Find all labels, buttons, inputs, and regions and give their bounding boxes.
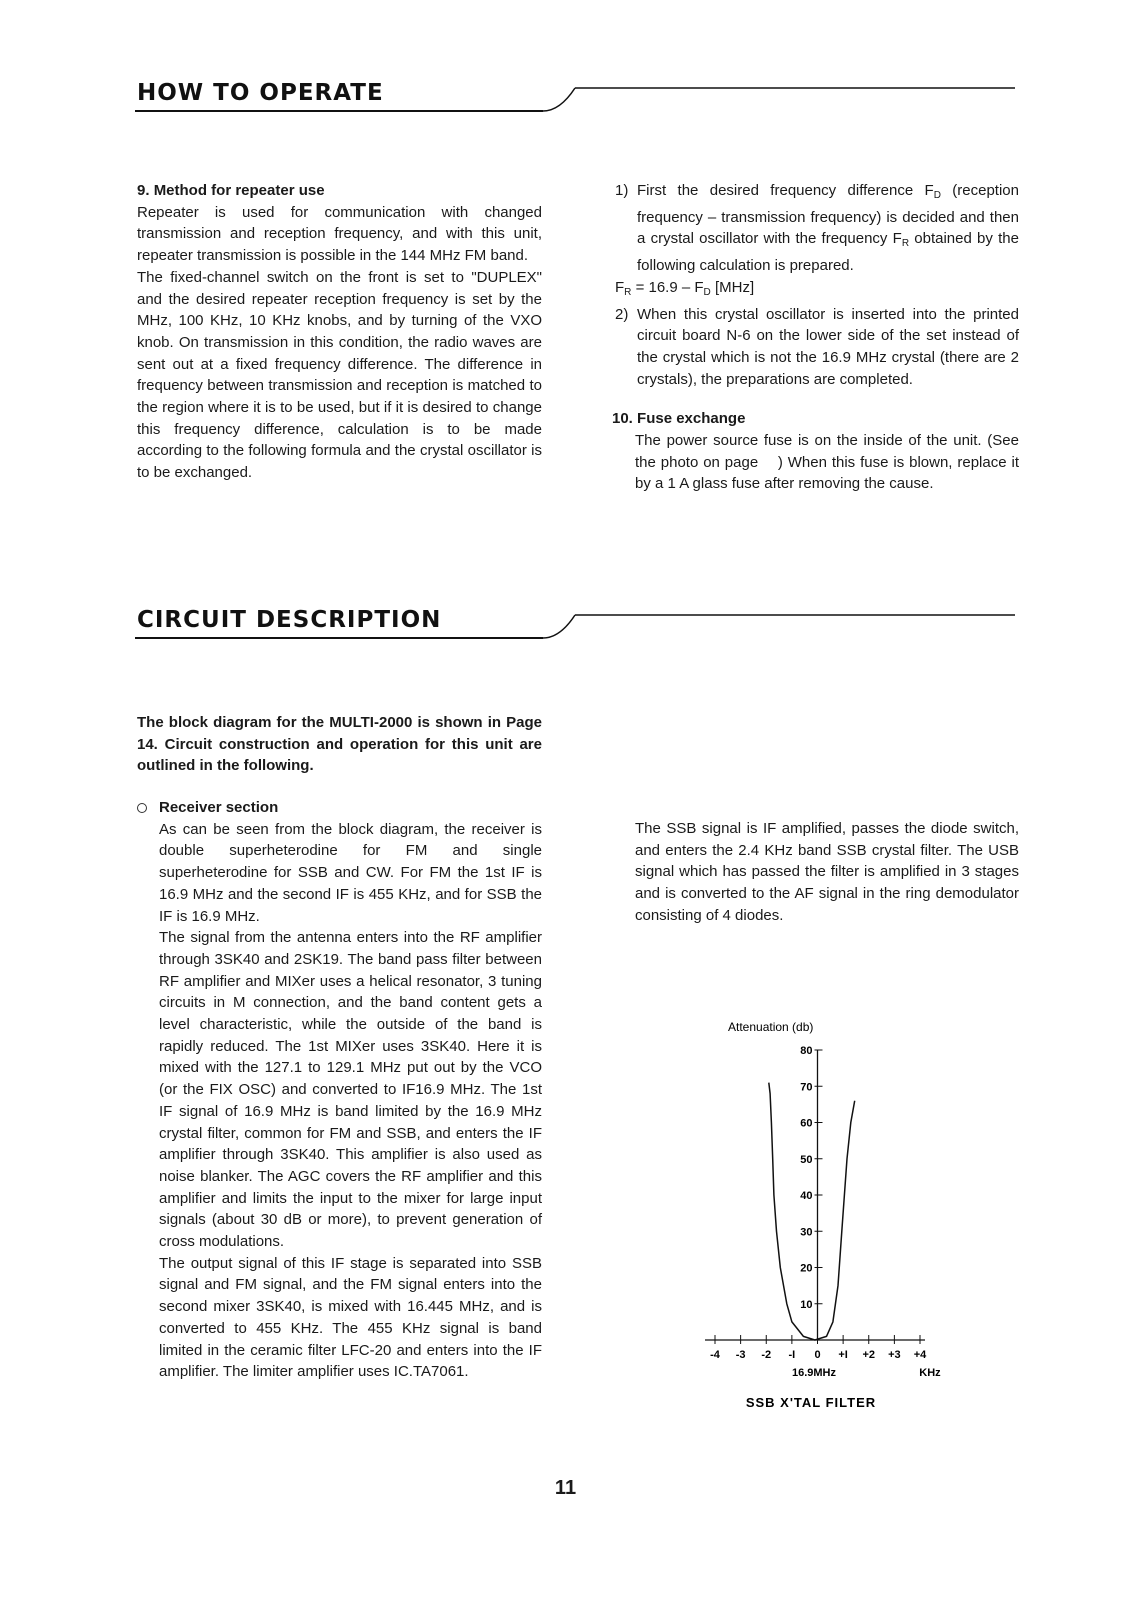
formula-fr: F bbox=[615, 278, 625, 296]
x-tick-label: -4 bbox=[710, 1349, 720, 1361]
item-10-number: 10. bbox=[612, 410, 633, 428]
chart-title: SSB X'TAL FILTER bbox=[745, 1395, 877, 1410]
y-tick-label: 70 bbox=[800, 1081, 813, 1094]
receiver-para1: As can be seen from the block diagram, the receiver is double superheterodine for FM and single superheterodine for SSB and CW. For FM the 1st IF is 16.9 MHz and the second IF is 455 KHz, and for SSB the IF is 16.9 MHz. bbox=[159, 820, 542, 925]
steps-column bbox=[612, 180, 1024, 495]
item-9-para1: Repeater is used for communication with changed transmission and reception frequency, and with this unit, repeater transmission is possible in the 144 MHz FM band. bbox=[137, 203, 542, 265]
receiver-para3: The output signal of this IF stage is separated into SSB signal and FM signal, and the FM signal enters into the second mixer 3SK40, is mixed with 16.445 MHz, and is converted to 455 KHz. The 455 KHz signal is band limited in the ceramic filter LFC-20 and enters into the IF amplifier. The limiter amplifier uses IC.TA7061. bbox=[159, 1254, 542, 1381]
item-9-title: Method for repeater use bbox=[153, 182, 325, 199]
step-1-sub-r: R bbox=[901, 238, 910, 250]
step-2 bbox=[615, 304, 1019, 391]
x-tick-label: +I bbox=[838, 1349, 848, 1361]
item-10-title: Fuse exchange bbox=[637, 410, 746, 428]
circuit-intro bbox=[137, 712, 542, 777]
ssb-text-block bbox=[635, 818, 1019, 927]
y-tick-label: 10 bbox=[800, 1298, 813, 1311]
receiver-section bbox=[159, 797, 542, 1383]
x-tick-label: +4 bbox=[913, 1349, 927, 1361]
circuit-intro-text: The block diagram for the MULTI-2000 is shown in Page 14. Circuit construction and operation for this unit are outlined in the following. bbox=[137, 714, 542, 775]
ssb-filter-chart bbox=[680, 1010, 980, 1420]
y-tick-label: 40 bbox=[800, 1190, 813, 1202]
step-1-sub-d: D bbox=[933, 190, 941, 201]
section-title-circuit: CIRCUIT DESCRIPTION bbox=[137, 607, 442, 633]
receiver-para2: The signal from the antenna enters into the RF amplifier through 3SK40 and 2SK19. The band pass filter between RF amplifier and MIXer uses a helical resonator, 3 tuning circuits in M connection, and the band content gets a level characteristic, while the outside of the band is rapidly reduced. The 1st MIXer uses 3SK40. Here it is mixed with the 127.1 to 129.1 MHz put out by the VCO (or the FIX OSC) and converted to IF16.9 MHz. The 1st IF signal of 16.9 MHz is band limited by the 16.9 MHz crystal filter, common for FM and SSB, and enters the IF amplifier through 3SK40. This amplifier is also used as noise blanker. The AGC covers the RF amplifier and this amplifier and limits the input to the mixer for large input signals (about 30 dB or more), to prevent generation of cross modulations. bbox=[159, 929, 542, 1251]
formula-fr-sub: R bbox=[624, 286, 632, 298]
formula-end: [MHz] bbox=[710, 278, 755, 296]
step-2-text: When this crystal oscillator is inserted into the printed circuit board N-6 on the lower side of the set instead of the crystal which is not the 16.9 MHz crystal (there are 2 crystals), the preparations are completed. bbox=[637, 305, 1019, 388]
chart-center-label: 16.9MHz bbox=[791, 1367, 837, 1379]
item-10-text: The power source fuse is on the inside of the unit. (See the photo on page ) When this fuse is blown, replace it by a 1 A glass fuse after removing the cause. bbox=[635, 432, 1024, 493]
step-2-number: 2) bbox=[615, 305, 629, 323]
y-tick-label: 80 bbox=[800, 1045, 813, 1057]
step-1 bbox=[615, 180, 1019, 277]
item-9-para2: The fixed-channel switch on the front is set to "DUPLEX" and the desired repeater reception frequency is set by the MHz, 100 KHz, 10 KHz knobs, and by turning of the VXO knob. On transmission in this condition, the radio waves are sent out at a fixed frequency difference. The difference in frequency between transmission and reception is matched to the region where it is to be used, but if it is desired to change this frequency difference, calculation is to be made according to the following formula and the crystal oscillator is to be exchanged. bbox=[137, 268, 542, 482]
step-1-text-b: (reception frequency – transmission frequency) is decided and then a crystal oscillator with the frequency F bbox=[637, 182, 1019, 248]
x-tick-label: -3 bbox=[735, 1349, 746, 1361]
chart-ylabel: Attenuation (db) bbox=[728, 1020, 814, 1034]
formula-mid: = 16.9 – F bbox=[631, 278, 704, 296]
x-tick-label: +2 bbox=[862, 1349, 876, 1361]
header-rule-operate bbox=[135, 84, 1020, 116]
item-10-heading bbox=[612, 408, 1019, 430]
page-number: 11 bbox=[554, 1477, 577, 1499]
item-9-heading bbox=[137, 180, 542, 202]
step-1-text-a: First the desired frequency difference F bbox=[637, 182, 934, 199]
formula-fd-sub: D bbox=[703, 286, 711, 298]
item-9-number: 9. bbox=[137, 182, 150, 199]
step-1-number: 1) bbox=[615, 182, 629, 199]
ssb-text: The SSB signal is IF amplified, passes the diode switch, and enters the 2.4 KHz band SSB crystal filter. The USB signal which has passed the filter is amplified in 3 stages and is converted to the AF signal in the ring demodulator consisting of 4 diodes. bbox=[635, 820, 1019, 924]
y-tick-label: 30 bbox=[800, 1226, 813, 1239]
item-9-repeater bbox=[137, 180, 542, 484]
chart-unit-label: KHz bbox=[919, 1367, 941, 1379]
y-tick-label: 50 bbox=[800, 1153, 813, 1166]
x-tick-label: +3 bbox=[888, 1349, 901, 1361]
section-title-operate: HOW TO OPERATE bbox=[137, 80, 384, 106]
formula bbox=[615, 277, 1019, 304]
x-tick-label: -2 bbox=[761, 1349, 772, 1361]
y-tick-label: 60 bbox=[800, 1117, 813, 1130]
x-tick-label: -I bbox=[788, 1349, 796, 1361]
bullet-circle-icon bbox=[137, 803, 147, 813]
y-tick-label: 20 bbox=[800, 1262, 813, 1275]
header-rule-circuit bbox=[135, 611, 1020, 643]
receiver-title: Receiver section bbox=[159, 799, 279, 816]
step-1-text-c: obtained by the following calculation is prepared. bbox=[637, 230, 1019, 275]
x-tick-label: 0 bbox=[814, 1349, 821, 1361]
